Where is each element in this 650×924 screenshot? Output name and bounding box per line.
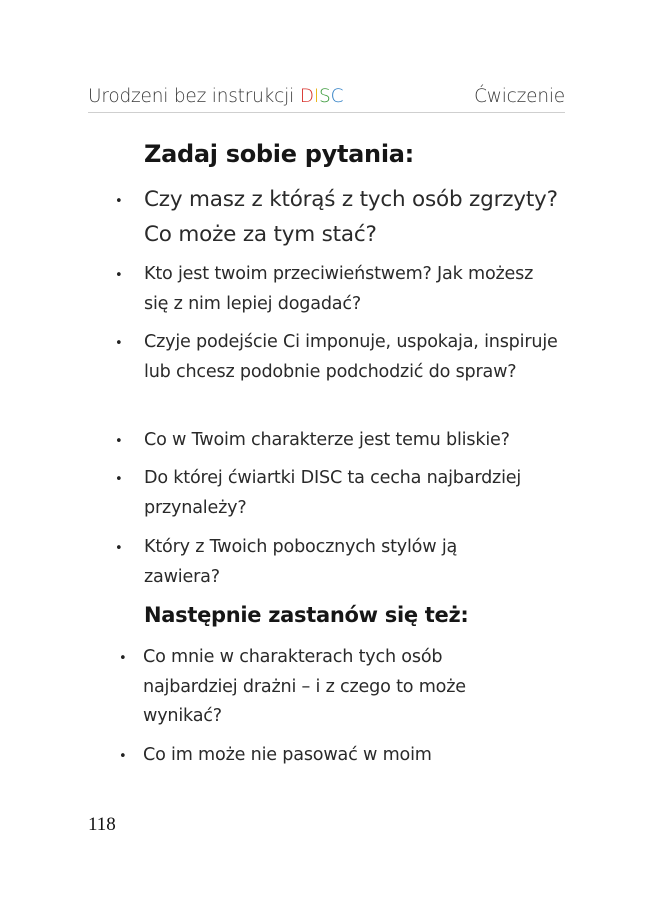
running-header	[88, 86, 565, 113]
book-title	[88, 86, 343, 107]
disc-letter-c: C	[330, 86, 344, 107]
list-item-text: Co im może nie pasować w moim	[143, 745, 432, 765]
list-item-text: Czy masz z którąś z tych osób zgrzyty? Co może za tym stać?	[144, 187, 558, 247]
bullet: •	[115, 336, 123, 351]
page-number: 118	[88, 814, 116, 835]
list-item-text: Czyje podejście Ci imponuje, uspokaja, inspiruje lub chcesz podobnie podchodzić do spraw?	[144, 332, 558, 382]
disc-letter-i: I	[313, 86, 320, 107]
book-title-text: Urodzeni bez instrukcji	[88, 86, 300, 107]
list-item-text: Co mnie w charakterach tych osób najbardziej drażni – i z czego to może wynikać?	[143, 647, 466, 726]
list-item-text: Do której ćwiartki DISC ta cecha najbardziej przynależy?	[144, 468, 522, 518]
bullet: •	[115, 268, 123, 283]
list-item-text: Który z Twoich pobocznych stylów ją zawiera?	[144, 537, 458, 587]
bullet: •	[119, 749, 127, 764]
heading-reflections: Następnie zastanów się też:	[144, 603, 469, 627]
disc-letter-d: D	[299, 86, 314, 107]
bullet: •	[115, 194, 123, 209]
bullet: •	[115, 434, 123, 449]
disc-letter-s: S	[319, 86, 331, 107]
bullet: •	[115, 472, 123, 487]
section-label: Ćwiczenie	[474, 86, 565, 107]
heading-questions: Zadaj sobie pytania:	[144, 140, 414, 168]
bullet: •	[119, 651, 127, 666]
list-item-text: Co w Twoim charakterze jest temu bliskie?	[144, 430, 510, 450]
bullet: •	[115, 541, 123, 556]
list-item-text: Kto jest twoim przeciwieństwem? Jak możesz się z nim lepiej dogadać?	[144, 264, 534, 314]
